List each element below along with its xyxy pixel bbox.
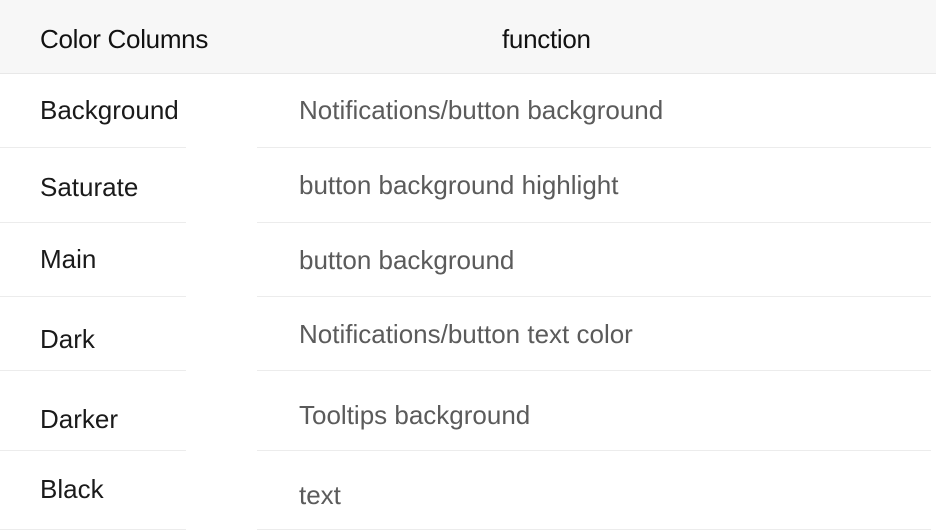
row-divider [0,296,186,297]
row-divider [257,222,931,223]
color-column-name: Dark [40,324,95,354]
color-column-name: Background [40,95,179,125]
color-column-function: text [299,480,341,510]
row-divider [0,370,186,371]
color-column-name: Saturate [40,172,139,202]
color-column-function: Tooltips background [299,400,531,430]
header-color-columns: Color Columns [40,24,209,54]
color-column-function: Notifications/button text color [299,319,633,349]
row-divider [0,147,186,148]
row-divider [257,147,931,148]
color-column-name: Darker [40,404,119,434]
row-divider [0,529,186,530]
header-function: function [502,24,591,54]
color-column-function: button background [299,245,515,275]
row-divider [0,450,186,451]
row-divider [0,222,186,223]
color-column-name: Main [40,244,97,274]
row-divider [257,529,931,530]
color-column-function: button background highlight [299,170,619,200]
color-column-name: Black [40,474,104,504]
row-divider [257,450,931,451]
row-divider [257,296,931,297]
row-divider [257,370,931,371]
color-column-function: Notifications/button background [299,95,664,125]
table-header [0,0,936,74]
